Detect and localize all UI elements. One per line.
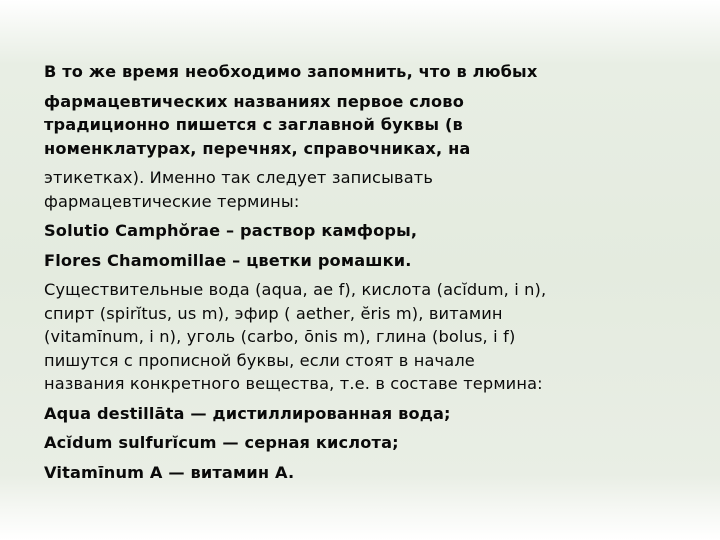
example-term <box>44 431 694 455</box>
example-term-line: Solutio Camphŏrae – раствор камфоры, <box>44 221 418 240</box>
paragraph-line: (vitamīnum, i n), уголь (carbo, ōnis m), глина (bolus, i f) <box>44 327 516 346</box>
paragraph-line: Существительные вода (aqua, ae f), кислота (acĭdum, i n), <box>44 280 547 299</box>
example-term <box>44 402 694 426</box>
example-term <box>44 219 694 243</box>
example-term <box>44 249 694 273</box>
paragraph-line: фармацевтические термины: <box>44 191 300 211</box>
paragraph-rule <box>44 90 694 161</box>
paragraph-labels <box>44 166 694 213</box>
paragraph-line: этикетках). Именно так следует записывать <box>44 168 434 187</box>
example-term-line: Acĭdum sulfurĭcum — серная кислота; <box>44 433 399 452</box>
paragraph-line: названия конкретного вещества, т.е. в составе термина: <box>44 374 543 393</box>
paragraph-line: номенклатурах, перечнях, справочниках, на <box>44 138 471 158</box>
example-term-line: Vitamīnum A — витамин A. <box>44 462 295 482</box>
slide-text-body <box>44 60 694 490</box>
example-term-line: Aqua destillāta — дистиллированная вода; <box>44 403 451 423</box>
paragraph-line: фармацевтических названиях первое слово <box>44 91 464 111</box>
paragraph-line: традиционно пишется с заглавной буквы (в <box>44 115 463 134</box>
example-term <box>44 461 694 485</box>
paragraph-line: спирт (spirĭtus, us m), эфир ( aether, ĕris m), витамин <box>44 303 503 323</box>
paragraph-intro <box>44 60 694 84</box>
paragraph-nouns <box>44 278 694 396</box>
example-term-line: Flores Chamomillae – цветки ромашки. <box>44 250 412 270</box>
paragraph-line: В то же время необходимо запомнить, что в любых <box>44 62 538 81</box>
paragraph-line: пишутся с прописной буквы, если стоят в начале <box>44 350 475 370</box>
